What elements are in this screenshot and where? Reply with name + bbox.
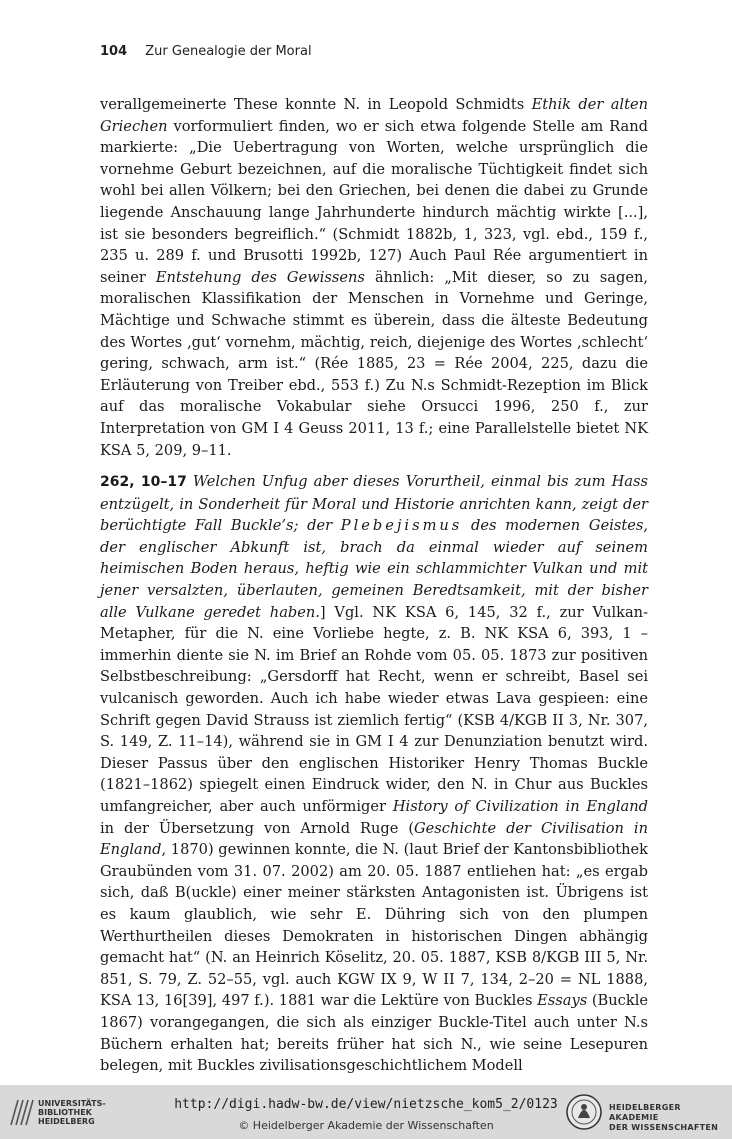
text-segment: ] Vgl. NK KSA 6, 145, 32 f., zur Vulkan-Metapher, für die N. eine Vorliebe hegte, z. B. NK KSA 6, 393, 1 – immerhin diente sie N. im Brief an Rohde vom 05. 05. 1873 zur positiven Selbstbeschreibung: „Gersdorff hat Recht, wenn er schreibt, Basel sei vulcanisch geworden. Auch ich habe wieder etwas Lava gespieen: eine Schrift gegen David Strauss ist ziemlich fertig“ (KSB 4/KGB II 3, Nr. 307, S. 149, Z. 11–14), während sie in GM I 4 zur Denunziation benutzt wird. Dieser Passus über den englischen Historiker Henry Thomas Buckle (1821–1862) spiegelt einen Eindruck wider, den N. in Chur aus Buckles umfangreicher, aber auch unförmiger [100,603,649,815]
running-header [100,44,312,59]
text-segment: verallgemeinerte These konnte N. in Leopold Schmidts [100,96,532,113]
permalink-url[interactable]: http://digi.hadw-bw.de/view/nietzsche_kom5_2/0123 [174,1097,558,1112]
logo-line: UNIVERSITÄTS- [38,1099,106,1108]
book-title: Ethik der alten Griechen [100,96,648,135]
academy-logo[interactable] [565,1091,725,1133]
text-segment: , 1870) gewinnen konnte, die N. (laut Brief der Kantonsbibliothek Graubünden vom 31. 07. 2002) am 20. 05. 1887 entliehen hat: „es ergab sich, daß B(uckle) einer meiner stärksten Antagonisten ist. Übrigens ist es kaum glaublich, wie sehr E. Dühring sich von den plumpen Werthurtheilen dieses Demokraten in historischen Dingen abhängig gemacht hat“ (N. an Heinrich Köselitz, 20. 05. 1887, KSB 8/KGB III 5, Nr. 851, S. 79, Z. 52–55, vgl. auch KGW IX 9, W II 7, 134, 2–20 = NL 1888, KSA 13, 16[39], 497 f.). 1881 war die Lektüre von Buckles [100,841,648,1010]
text-segment: ähnlich: „Mit dieser, so zu sagen, moralischen Klassifikation der Menschen in Vornehme und Geringe, Mächtige und Schwache stimmt es überein, dass die älteste Bedeutung des Wortes ‚gut‘ vornehm, mächtig, reich, diejenige des Wortes ‚schlecht‘ gering, schwach, arm ist.“ (Rée 1885, 23 = Rée 2004, 225, dazu die Erläuterung von Treiber ebd., 553 f.) Zu N.s Schmidt-Rezeption im Blick auf das moralische Vokabular siehe Orsucci 1996, 250 f., zur Interpretation von GM I 4 Geuss 2011, 13 f.; eine Parallelstelle bietet NK KSA 5, 209, 9–11. [100,268,648,459]
paragraph-1 [100,94,648,461]
book-title: Essays [537,992,588,1010]
academy-seal-icon [565,1093,603,1131]
paragraph-2 [100,471,648,1077]
lemma-reference: 262, 10–17 [100,474,187,491]
text-segment: (Buckle 1867) vorangegangen, die sich als einziger Buckle-Titel auch unter N.s Büchern erhalten hat; bereits früher hat sich N., wie seine Lesepuren belegen, mit Buckles zivilisationsgeschichtlichem Modell [100,992,648,1075]
book-title: Geschichte der Civilisation in England [100,819,648,859]
logo-line: HEIDELBERG [38,1117,95,1126]
copyright-notice: © Heidelberger Akademie der Wissenschaften [238,1119,494,1132]
logo-line: HEIDELBERGER AKADEMIE [609,1103,681,1122]
academy-logo-text [609,1103,725,1133]
book-title: History of Civilization in England [392,798,648,815]
logo-line: BIBLIOTHEK [38,1108,92,1117]
text-segment: in der Übersetzung von Arnold Ruge ( [100,819,415,837]
lemma-quote-spaced: Plebejismus [340,517,463,535]
logo-line: DER WISSENSCHAFTEN [609,1123,719,1132]
page-number: 104 [100,44,128,59]
lemma-quote: Welchen Unfug aber dieses Vorurtheil, einmal bis zum Hass entzügelt, in Sonderheit für Moral und Historie anrichten kann, zeigt der berüchtigte Fall Buckle’s; der [100,473,648,535]
commentary-body [100,94,648,1077]
lemma-quote: des modernen Geistes, der englischer Abkunft ist, brach da einmal wieder auf seinem heimischen Boden heraus, heftig wie ein schlammichter Vulkan und mit jener versalzten, überlauten, gemeinen Beredtsamkeit, mit der bisher alle Vulkane geredet haben. [100,517,648,621]
book-title: Entstehung des Gewissens [155,268,365,286]
text-segment: vorformuliert finden, wo er sich etwa folgende Stelle am Rand markierte: „Die Uebertragung von Worten, welche ursprünglich die vornehme Geburt bezeichnen, auf die moralische Tüchtigkeit findet sich wohl bei allen Völkern; bei den Griechen, bei denen die dabei zu Grunde liegende Anschauung lange Jahrhunderte hindurch mächtig wirkte [...], ist sie besonders begreiflich.“ (Schmidt 1882b, 1, 323, vgl. ebd., 159 f., 235 u. 289 f. und Brusotti 1992b, 127) Auch Paul Rée argumentiert in seiner [100,117,648,286]
footer-bar [0,1085,732,1139]
running-title: Zur Genealogie der Moral [145,44,312,59]
